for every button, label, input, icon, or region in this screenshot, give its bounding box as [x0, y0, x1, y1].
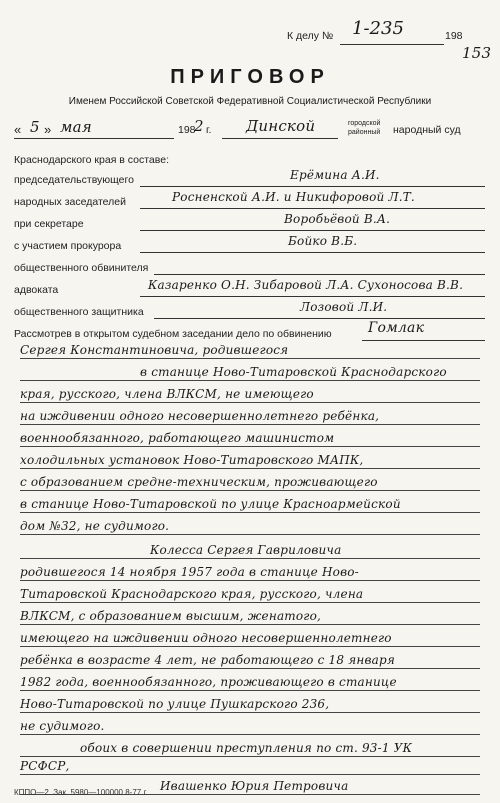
p2-line: ВЛКСМ, с образованием высшим, женатого,: [20, 609, 322, 623]
p1-line: края, русского, члена ВЛКСМ, не имеющего: [20, 387, 314, 401]
field-label-public-accuser: общественного обвинителя: [14, 262, 149, 274]
p2-line: Титаровской Краснодарского края, русского, члена: [20, 587, 364, 601]
p1-line: военнообязанного, работающего машинистом: [20, 431, 335, 445]
case-number: 1-235: [352, 18, 404, 39]
field-label-accusation: Рассмотрев в открытом судебном заседании дело по обвинению: [14, 328, 332, 340]
p2-line: имеющего на иждивении одного несовершеннолетнего: [20, 631, 392, 645]
field-value-secretary: Воробьёвой В.А.: [284, 212, 391, 226]
field-label-secretary: при секретаре: [14, 218, 84, 230]
court-name: Динской: [246, 117, 316, 135]
p2-line: не судимого.: [20, 719, 105, 733]
print-footer: КППО—2. Зак. 5980—100000 8-77 г.: [14, 788, 148, 797]
p1-line: дом №32, не судимого.: [20, 519, 170, 533]
field-label-advocate: адвоката: [14, 284, 59, 296]
corner-mark: 153: [462, 44, 492, 62]
field-label-public-defender: общественного защитника: [14, 306, 144, 318]
field-value-prosecutor: Бойко В.Б.: [288, 234, 358, 248]
verdict-page: К делу № 1-235 198 153 ПРИГОВОР Именем Российской Советской Федеративной Социалистической Республики « 5 » мая 198 2 г. Динской городской районный народный суд Краснодарского края в составе: председательствующего Ерёмина А.И. народных заседателей Росненской А.И. и Никифоровой Л.Т. при секретаре Воробьёвой В.А. с участием прокурора Бойко В.Б. общественного обвинителя адвоката Казаренко О.Н. Зибаровой Л.А. Сухоносова В.В. общественного защитника Лозовой Л.И. Рассмотрев в открытом судебном заседании дело по обвинению Гомлак Сергея Константиновича, родившегося в станице Ново-Титаровской Краснодарского края, русского, члена ВЛКСМ, не имеющего на иждивении одного несовершеннолетнего ребёнка, военнообязанного, работающего машинистом холодильных установок Ново-Титаровского МАПК, с образованием средне-техническим, проживающего в станице Ново-Титаровской по улице Красноармейской дом №32, не судимого. Колесса Сергея Гавриловича родившегося 14 ноября 1957 года в станице Ново- Титаровской Краснодарского края, русского, члена ВЛКСМ, с образованием высшим, женатого, имеющего на иждивении одного несовершеннолетнего ребёнка в возрасте 4 лет, не работающего с 18 января 1982 года, военнообязанного, проживающего в станице Ново-Титаровской по улице Пушкарского 236, не судимого. обоих в совершении преступления по ст. 93-1 УК РСФСР, Ивашенко Юрия Петровича КППО—2. Зак. 5980—100000 8-77 г.: [0, 0, 500, 803]
date-year-word: г.: [206, 124, 212, 136]
document-title: ПРИГОВОР: [170, 66, 330, 88]
case-year: 198: [445, 30, 463, 42]
date-day: 5: [30, 118, 40, 136]
p1-line: на иждивении одного несовершеннолетнего ребёнка,: [20, 409, 380, 423]
field-label-prosecutor: с участием прокурора: [14, 240, 122, 252]
p1-line: с образованием средне-техническим, проживающего: [20, 475, 378, 489]
p2-line: родившегося 14 ноября 1957 года в станице Ново-: [20, 565, 359, 579]
closing-line: обоих в совершении преступления по ст. 93-1 УК: [80, 741, 413, 755]
p1-line: холодильных установок Ново-Титаровского МАПК,: [20, 453, 364, 467]
field-value-assessors: Росненской А.И. и Никифоровой Л.Т.: [172, 190, 415, 204]
field-label-assessors: народных заседателей: [14, 196, 126, 208]
p2-line: Ново-Титаровской по улице Пушкарского 236,: [20, 697, 330, 711]
p2-line: 1982 года, военнообязанного, проживающего в станице: [20, 675, 397, 689]
field-label-chair: председательствующего: [14, 174, 134, 186]
date-month: мая: [60, 118, 92, 136]
closing-line: РСФСР,: [20, 759, 70, 773]
p2-line: ребёнка в возрасте 4 лет, не работающего с 18 января: [20, 653, 396, 667]
document-subtitle: Именем Российской Советской Федеративной Социалистической Республики: [68, 96, 432, 107]
court-label: народный суд: [393, 124, 461, 136]
court-type-bottom: районный: [348, 129, 381, 136]
region-line: Краснодарского края в составе:: [14, 154, 169, 166]
p1-line: в станице Ново-Титаровской Краснодарского: [140, 365, 447, 379]
p1-line: в станице Ново-Титаровской по улице Красноармейской: [20, 497, 401, 511]
closing-line: Ивашенко Юрия Петровича: [160, 779, 349, 793]
court-type-top: городской: [348, 120, 381, 127]
p1-line: Сергея Константиновича, родившегося: [20, 343, 289, 357]
date-year-suffix: 2: [194, 117, 204, 135]
date-year-prefix: 198: [178, 124, 196, 136]
field-value-public-defender: Лозовой Л.И.: [300, 300, 388, 314]
field-value-chair: Ерёмина А.И.: [290, 168, 380, 182]
field-value-accusation: Гомлак: [368, 320, 425, 336]
case-number-line: [340, 44, 444, 45]
p2-line: Колесса Сергея Гавриловича: [150, 543, 342, 557]
field-value-advocate: Казаренко О.Н. Зибаровой Л.А. Сухоносова В.В.: [148, 278, 464, 292]
case-prefix: К делу №: [287, 30, 334, 42]
